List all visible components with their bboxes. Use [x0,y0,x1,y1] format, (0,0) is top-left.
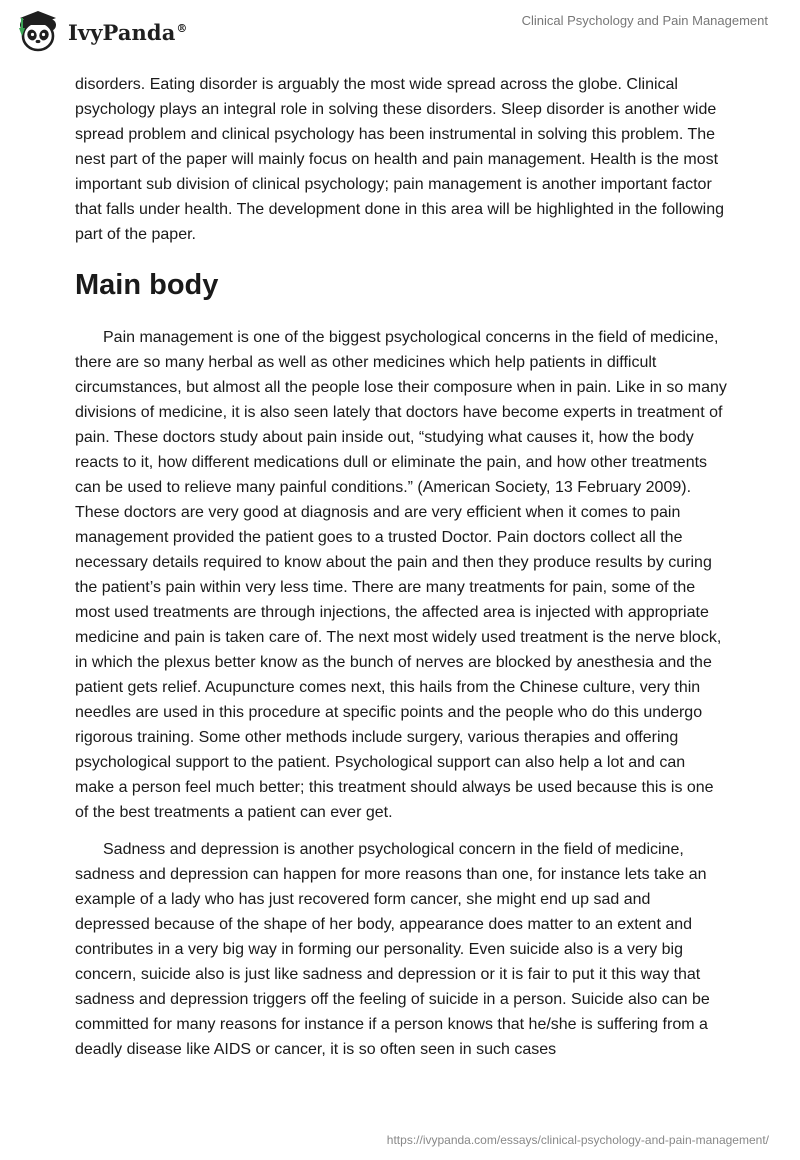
intro-paragraph: disorders. Eating disorder is arguably the most wide spread across the globe. Clinical psychology plays an integral role in solving these disorders. Sleep disorder is another wide spread problem and clinical psychology has been instrumental in solving this problem. The nest part of the paper will mainly focus on health and pain management. Health is the most important sub division of clinical psychology; pain management is another important factor that falls under health. The development done in this area will be highlighted in the following part of the paper. [75,76,725,243]
source-url[interactable]: https://ivypanda.com/essays/clinical-psychology-and-pain-management/ [386,1133,769,1147]
essay-content [75,72,727,1074]
logo-wordmark [68,20,188,45]
registered-mark: ® [176,21,188,35]
panda-graduate-icon [14,8,62,56]
running-title: Clinical Psychology and Pain Management [521,13,768,28]
body-paragraph-pain-management: Pain management is one of the biggest psychological concerns in the field of medicine, there are so many herbal as well as other medicines which help patients in difficult circumstances, but almost all the people lose their composure when in pain. Like in so many divisions of medicine, it is also seen lately that doctors have become experts in treatment of pain. These doctors study about pain inside out, “studying what causes it, how the body reacts to it, how different medications dull or eliminate the pain, and how other treatments can be used to relieve many painful conditions.” (American Society, 13 February 2009). These doctors are very good at diagnosis and are very efficient when it comes to pain management provided the patient goes to a trusted Doctor. Pain doctors collect all the necessary details required to know about the pain and then they produce results by curing the patient’s pain within very less time. There are many treatments for pain, some of the most used treatments are through injections, the affected area is injected with appropriate medicine and pain is taken care of. The next most widely used treatment is the nerve block, in which the plexus better know as the bunch of nerves are blocked by anesthesia and the patient gets relief. Acupuncture comes next, this hails from the Chinese culture, very thin needles are used in this procedure at specific points and the people who do this undergo rigorous training. Some other methods include surgery, various therapies and offering psychological support to the patient. Psychological support can also help a lot and can make a person feel much better; this treatment should always be used because this is one of the best treatments a patient can ever get. [75,329,727,821]
section-heading: Main body [75,269,219,301]
body-paragraph-sadness-depression: Sadness and depression is another psychological concern in the field of medicine, sadness and depression can happen for more reasons than one, for instance lets take an example of a lady who has just recovered form cancer, she might end up sad and depressed because of the shape of her body, appearance does matter to an extent and contributes in a very big way in forming our personality. Even suicide also is a very big concern, suicide also is just like sadness and depression or it is fair to put it this way that sadness and depression triggers off the feeling of suicide in a person. Suicide also can be committed for many reasons for instance if a person knows that he/she is suffering from a deadly disease like AIDS or cancer, it is so often seen in such cases [75,841,710,1058]
logo-text: IvyPanda [68,19,176,45]
ivypanda-logo[interactable] [14,8,188,56]
page-header [0,0,800,64]
